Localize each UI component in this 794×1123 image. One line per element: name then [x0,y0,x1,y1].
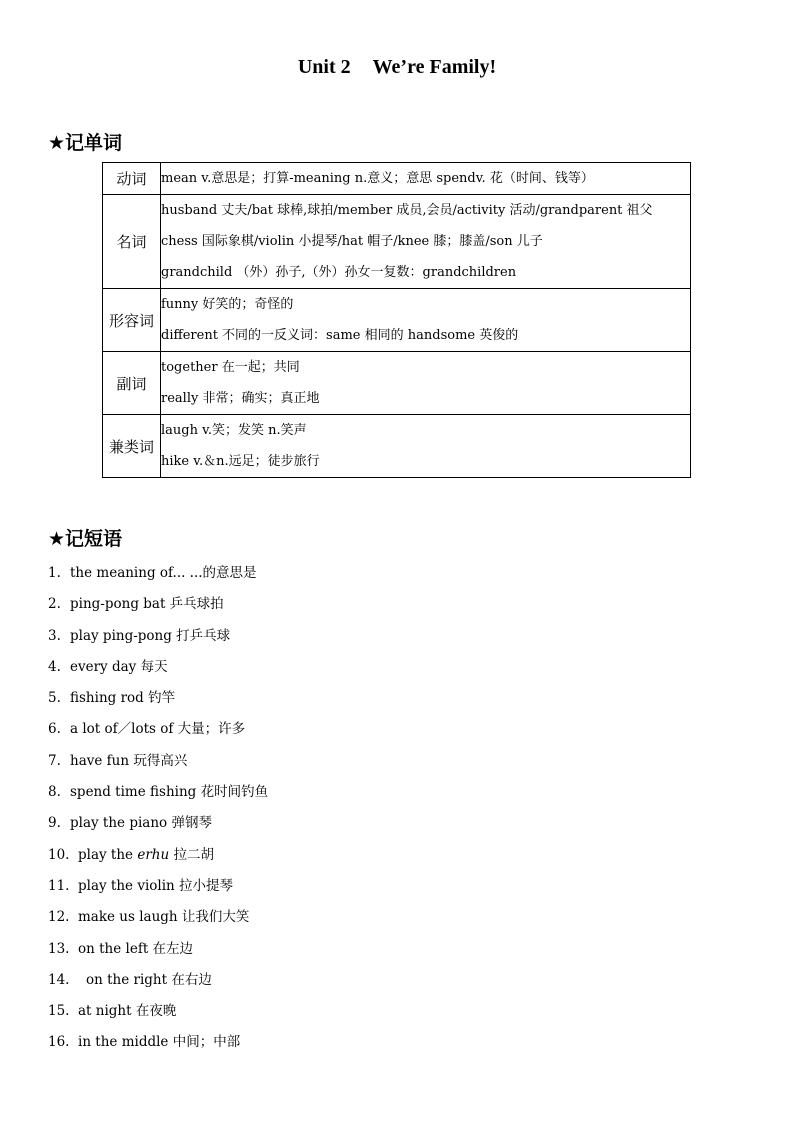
list-item [48,1027,268,1058]
item-number: 1. [48,565,61,581]
vocab-cell [161,195,691,289]
phrase-text: ping-pong bat 乒乓球拍 [70,596,224,613]
item-number: 7. [48,752,61,769]
unit-label: Unit 2 [297,56,351,78]
phrase-text: at night 在夜晚 [78,1003,177,1020]
item-number: 8. [48,784,61,801]
phrase-text: on the left 在左边 [78,940,194,957]
phrase-text-post: 拉二胡 [169,846,214,863]
vocab-cell [161,289,691,352]
item-number: 5. [48,690,61,707]
phrase-text: play the violin 拉小提琴 [78,877,234,894]
phrase-text: a lot of／lots of 大量；许多 [70,721,246,738]
phrase-text-pre: play the [78,846,138,863]
phrase-text: fishing rod 钓竿 [70,690,176,707]
vocab-line: hike v.＆n.远足；徒步旅行 [161,454,320,469]
item-number: 9. [48,815,61,832]
item-number: 15. [48,1003,70,1020]
phrase-text: have fun 玩得高兴 [70,752,188,769]
table-row [103,352,691,415]
vocab-line: grandchild （外）孙子,（外）孙女一复数：grandchildren [161,265,517,280]
vocab-line: chess 国际象棋/violin 小提琴/hat 帽子/knee 膝；膝盖/son 儿子 [161,234,543,249]
list-item [48,558,268,589]
item-number: 3. [48,627,61,644]
category-cell: 形容词 [103,289,161,352]
unit-name: We’re Family! [372,56,497,78]
item-number: 11. [48,877,70,894]
vocab-line: really 非常；确实；真正地 [161,391,320,406]
list-item [48,714,268,745]
vocabulary-table [102,162,691,478]
item-number: 14. [48,971,70,988]
phrase-text: spend time fishing 花时间钓鱼 [70,784,269,801]
category-cell: 名词 [103,195,161,289]
vocab-line: laugh v.笑；发笑 n.笑声 [161,423,307,438]
phrase-text: every day 每天 [70,658,168,675]
item-number: 6. [48,721,61,738]
section-heading-words: ★记单词 [48,132,123,154]
list-item [48,934,268,965]
phrase-italic-word: erhu [137,846,170,863]
section-heading-phrases: ★记短语 [48,528,123,550]
category-cell: 副词 [103,352,161,415]
item-number: 10. [48,846,70,863]
list-item [48,777,268,808]
phrase-text: play ping-pong 打乒乓球 [70,627,231,644]
item-number: 12. [48,909,70,926]
list-item [48,652,268,683]
table-row [103,289,691,352]
phrase-text: the meaning of... ...的意思是 [70,565,257,581]
vocab-line: together 在一起；共同 [161,360,300,375]
list-item [48,871,268,902]
phrase-text: in the middle 中间；中部 [78,1034,241,1051]
list-item [48,902,268,933]
vocab-line: funny 好笑的；奇怪的 [161,297,294,312]
vocab-cell [161,415,691,478]
vocab-cell [161,163,691,195]
list-item [48,840,268,871]
list-item [48,996,268,1027]
list-item [48,965,268,996]
phrase-text: make us laugh 让我们大笑 [78,909,250,926]
phrase-list [48,558,268,1059]
vocab-line: husband 丈夫/bat 球棒,球拍/member 成员,会员/activity 活动/grandparent 祖父 [161,203,653,218]
list-item [48,621,268,652]
vocab-line: different 不同的一反义词：same 相同的 handsome 英俊的 [161,328,519,343]
list-item [48,683,268,714]
item-number: 16. [48,1034,70,1051]
item-number: 4. [48,658,61,675]
page-title [0,56,794,79]
list-item [48,808,268,839]
vocab-line: mean v.意思是；打算-meaning n.意义；意思 spendv. 花（时间、钱等） [161,171,594,186]
vocab-cell [161,352,691,415]
list-item [48,746,268,777]
table-row [103,163,691,195]
category-cell: 动词 [103,163,161,195]
table-row [103,415,691,478]
item-number: 2. [48,596,61,613]
category-cell: 兼类词 [103,415,161,478]
phrase-text: play the piano 弹钢琴 [70,815,212,832]
item-number: 13. [48,940,70,957]
phrase-text: on the right 在右边 [86,971,212,988]
table-row [103,195,691,289]
list-item [48,589,268,620]
